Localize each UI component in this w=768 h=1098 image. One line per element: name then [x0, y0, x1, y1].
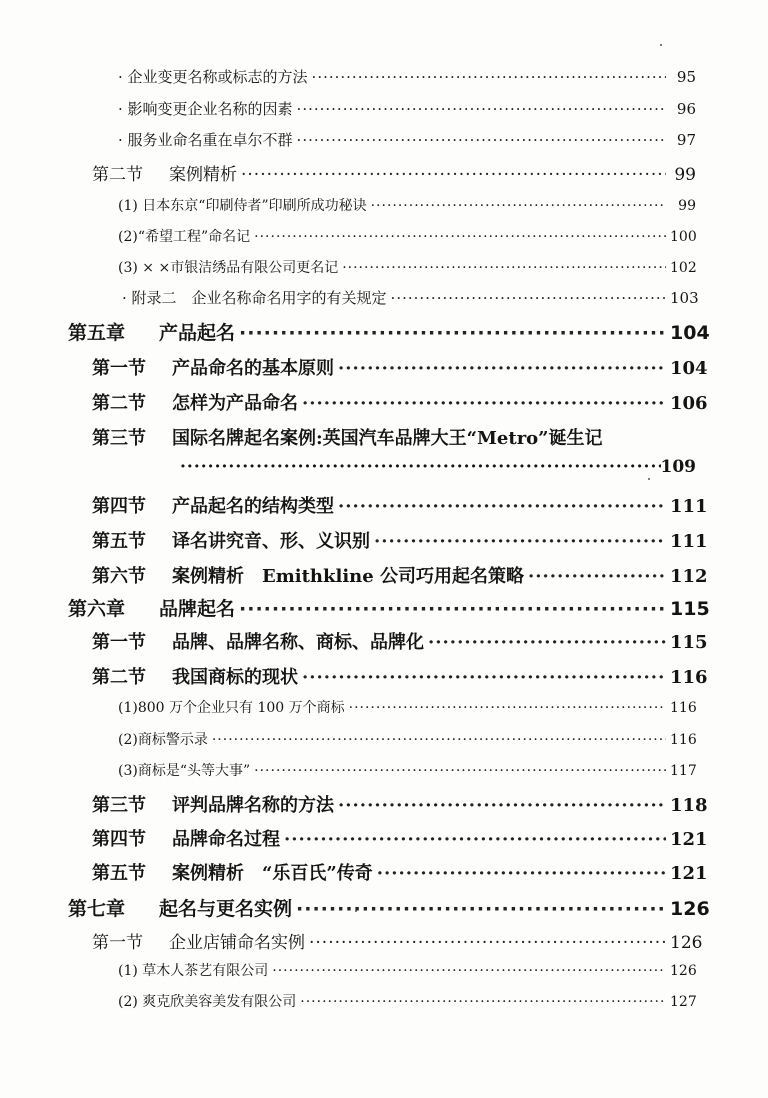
dot-leader	[239, 322, 666, 344]
toc-page-number: 121	[670, 863, 708, 884]
toc-entry	[118, 98, 696, 119]
toc-entry-label: · 影响变更企业名称的因素	[118, 100, 293, 118]
toc-page-number: 106	[670, 393, 708, 414]
dot-leader	[297, 131, 666, 149]
section-number: 第二节	[92, 667, 146, 688]
toc-page-number: 115	[670, 598, 710, 620]
toc-entry-label: (2) 爽克欣美容美发有限公司	[118, 994, 297, 1010]
toc-page-number: 126	[670, 933, 703, 953]
section-number: 第六节	[92, 566, 146, 587]
toc-page-number: 104	[670, 358, 708, 379]
toc-page-number: 116	[670, 667, 708, 688]
toc-page-number: 116	[670, 732, 697, 748]
dot-leader	[371, 198, 666, 214]
chapter-title: 品牌起名	[159, 598, 236, 620]
chapter-number: 第六章	[68, 598, 126, 620]
dot-leader	[309, 933, 666, 953]
dot-leader	[254, 763, 666, 779]
toc-page-number: 109	[660, 457, 696, 477]
toc-chapter	[68, 594, 710, 621]
dot-leader	[312, 68, 666, 86]
toc-page-number: 126	[670, 963, 697, 979]
dot-leader	[528, 566, 666, 587]
toc-page-number: 127	[670, 994, 697, 1010]
chapter-title: 起名与更名实例	[159, 898, 293, 920]
section-number: 第五节	[92, 531, 146, 552]
toc-entry	[118, 257, 696, 277]
toc-entry-label: 我国商标的现状	[172, 667, 298, 688]
dot-leader	[254, 229, 666, 245]
dot-leader	[212, 732, 666, 748]
toc-entry-label: (1)800 万个企业只有 100 万个商标	[118, 700, 345, 716]
toc-page-number: 112	[670, 566, 708, 587]
section-number: 第三节	[92, 428, 146, 449]
section-number: 第三节	[92, 795, 146, 816]
dot-leader	[342, 260, 666, 276]
dot-leader	[302, 393, 666, 414]
toc-page-number: 99	[678, 198, 696, 214]
toc-page-number: 117	[670, 763, 697, 779]
toc-entry-label: (3)商标是“头等大事”	[118, 763, 251, 779]
toc-entry	[92, 663, 708, 689]
chapter-number: 第五章	[68, 322, 126, 344]
toc-entry	[92, 628, 708, 654]
toc-page-number: 96	[676, 100, 696, 118]
toc-entry-label: (3) × ×市银洁绣品有限公司更名记	[118, 260, 339, 276]
dot-leader	[428, 632, 666, 653]
toc-page-number: 121	[670, 829, 708, 850]
toc-entry-label: 案例精析 “乐百氏”传奇	[172, 863, 373, 884]
toc-entry-label: · 附录二 企业名称命名用字的有关规定	[122, 289, 387, 307]
toc-entry	[118, 66, 696, 87]
section-number: 第四节	[92, 829, 146, 850]
toc-page-number: 103	[670, 289, 699, 307]
toc-entry	[92, 354, 708, 380]
toc-entry-label: 品牌命名过程	[172, 829, 280, 850]
scan-speck	[648, 478, 650, 480]
dot-leader	[180, 457, 661, 477]
toc-page-number: 118	[670, 795, 708, 816]
toc-entry-label: (2)“希望工程”命名记	[118, 229, 251, 245]
toc-entry-label: 国际名牌起名案例:英国汽车品牌大王“Metro”诞生记	[172, 428, 603, 449]
toc-page-number: 111	[670, 496, 708, 517]
section-number: 第一节	[92, 933, 143, 953]
dot-leader	[241, 165, 666, 185]
chapter-title: 产品起名	[159, 322, 236, 344]
section-number: 第一节	[92, 632, 146, 653]
dot-leader	[338, 795, 666, 816]
toc-entry-label: 案例精析	[169, 165, 237, 185]
toc-page-number: 95	[676, 68, 696, 86]
toc-entry	[92, 527, 708, 553]
dot-leader	[391, 289, 666, 307]
toc-entry	[92, 492, 708, 518]
toc-entry-label: 怎样为产品命名	[172, 393, 298, 414]
toc-entry-label: (2)商标警示录	[118, 732, 208, 748]
toc-page-number: 126	[670, 898, 710, 920]
toc-entry	[118, 991, 696, 1011]
toc-chapter	[68, 318, 710, 345]
toc-entry-label: · 企业变更名称或标志的方法	[118, 68, 308, 86]
dot-leader	[284, 829, 666, 850]
toc-entry-continuation	[180, 457, 696, 477]
section-number: 第二节	[92, 165, 143, 185]
toc-entry-label: 品牌、品牌名称、商标、品牌化	[172, 632, 424, 653]
toc-page-number: 102	[670, 260, 697, 276]
toc-entry-label: (1) 日本东京“印刷侍者”印刷所成功秘诀	[118, 198, 367, 214]
toc-entry	[118, 960, 696, 980]
toc-entry-label: 产品起名的结构类型	[172, 496, 334, 517]
toc-page-number: 104	[670, 322, 710, 344]
toc-entry	[92, 859, 708, 885]
toc-page-number: 97	[676, 131, 696, 149]
toc-page-number: 111	[670, 531, 708, 552]
dot-leader	[272, 963, 666, 979]
dot-leader	[296, 898, 666, 920]
dot-leader	[239, 598, 666, 620]
toc-page-number: 99	[674, 165, 696, 185]
section-number: 第二节	[92, 393, 146, 414]
dot-leader	[374, 531, 666, 552]
toc-chapter	[68, 894, 710, 921]
toc-entry	[118, 729, 696, 749]
toc-entry	[92, 562, 708, 588]
toc-page-number: 100	[670, 229, 697, 245]
toc-page-number: 115	[670, 632, 708, 653]
toc-entry-label: 案例精析 Emithkline 公司巧用起名策略	[172, 566, 524, 587]
dot-leader	[338, 358, 666, 379]
dot-leader	[338, 496, 666, 517]
toc-entry-label: · 服务业命名重在卓尔不群	[118, 131, 293, 149]
toc-entry	[92, 791, 708, 817]
toc-entry-label: 产品命名的基本原则	[172, 358, 334, 379]
section-number: 第四节	[92, 496, 146, 517]
toc-page-number: 116	[670, 700, 697, 716]
dot-leader	[302, 667, 666, 688]
toc-entry	[92, 825, 708, 851]
section-number: 第一节	[92, 358, 146, 379]
toc-entry	[92, 424, 696, 450]
toc-entry	[118, 760, 696, 780]
toc-entry	[122, 287, 699, 308]
toc-entry	[92, 389, 708, 415]
dot-leader	[349, 700, 666, 716]
toc-entry-label: (1) 草木人茶艺有限公司	[118, 963, 269, 979]
toc-entry	[118, 195, 696, 215]
toc-entry-label: 译名讲究音、形、义识别	[172, 531, 370, 552]
toc-entry	[92, 160, 696, 185]
toc-entry-label: 企业店铺命名实例	[169, 933, 305, 953]
toc-entry	[118, 129, 696, 150]
dot-leader	[377, 863, 666, 884]
toc-entry-label: 评判品牌名称的方法	[172, 795, 334, 816]
toc-entry	[92, 928, 703, 953]
dot-leader	[300, 994, 666, 1010]
scan-speck	[355, 910, 357, 912]
scan-speck	[660, 44, 662, 46]
section-number: 第五节	[92, 863, 146, 884]
chapter-number: 第七章	[68, 898, 126, 920]
toc-entry	[118, 697, 696, 717]
dot-leader	[297, 100, 666, 118]
toc-entry	[118, 226, 696, 246]
